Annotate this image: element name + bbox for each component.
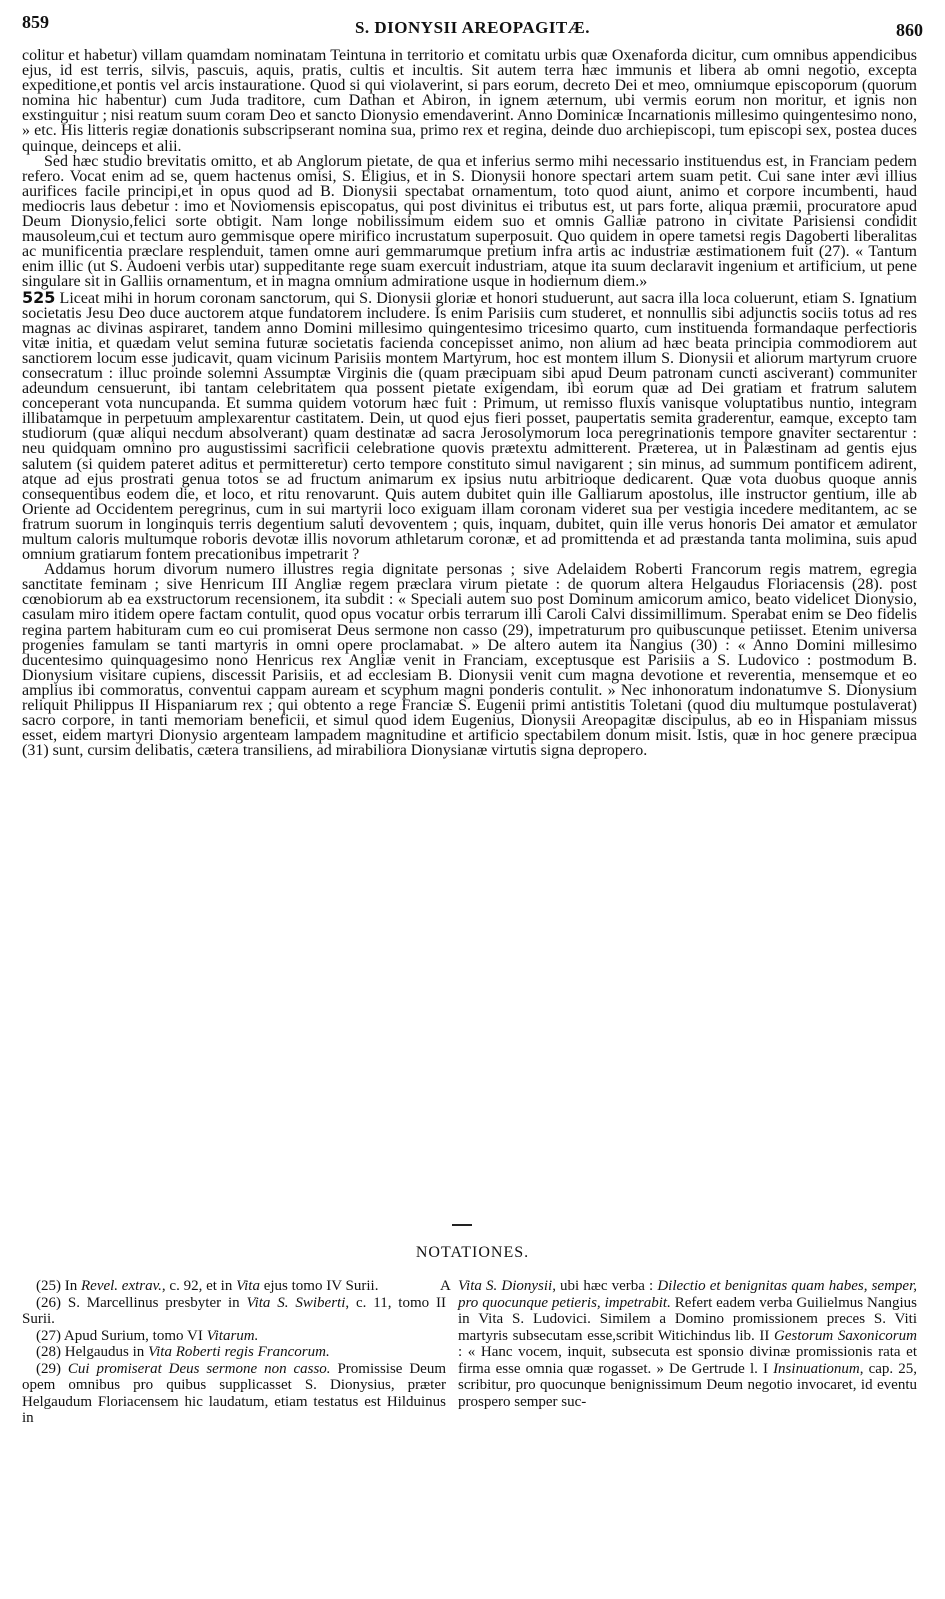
section-number: 525 xyxy=(22,287,56,307)
note-25: (25) In Revel. extrav., c. 92, et in Vita ejus tomo IV Surii. xyxy=(36,1278,379,1294)
column-marker: A xyxy=(440,1278,451,1294)
running-title: S. DIONYSII AREOPAGITÆ. xyxy=(354,18,591,37)
note-28: (28) Helgaudus in Vita Roberti regis Francorum. xyxy=(36,1344,330,1360)
paragraph-2: Sed hæc studio brevitatis omitto, et ab Anglorum pietate, de qua et inferius sermo mihi necessario instituendus est, in Franciam pedem refero. Vocat enim ad se, quem hactenus omisi, S. Eligius, et in S. Dionysii honore spectari artem suam petit. Cui sane inter ævi illius aurifices facile principi,et in opus quod ad B. Dionysii spectabat ornamentum, toto quod aiunt, animo et corpore incumbenti, haud mediocris laus debetur : imo et Noviomensis episcopatus, qui post divinitus ei tributus est, ut pars forte, aliqua præmii, procuratore apud Deum Dionysio,felici sorte obtigit. Nam longe nobilissimum eidem suo et omnis Galliæ patrono in civitate Parisiensi condidit mausoleum,cui et tectum auro gemmisque opere mirifico incrustatum superposuit. Quo quidem in opere tametsi regis Dagoberti liberalitas ac munificentia præclare resplenduit, tamen omne auri gemmarumque pretium infra artis ac industriæ æstimationem fuit (27). « Tantum enim illic (ut S. Audoeni verbis utar) suppeditante rege suam exercuit industriam, atque ita suum declaravit ingenium et artificium, ut pene singulare sit in Galliis ornamentum, et in magna omnium admiratione usque in hodiernum diem.» xyxy=(22,152,917,291)
note-29: (29) Cui promiserat Deus sermone non casso. Promissise Deum opem omnibus pro quibus supplicasset S. Dionysius, præter Helgaudum Floriacensem hic laudatum, etiam testatus est Hilduinus in xyxy=(22,1360,446,1426)
note-27: (27) Apud Surium, tomo VI Vitarum. xyxy=(36,1327,259,1344)
notes-left-column xyxy=(22,1278,446,1427)
paragraph-3 xyxy=(22,287,917,564)
paragraph-1: colitur et habetur) villam quamdam nominatam Teintuna in territorio et comitatu urbis quæ Oxenaforda dicitur, cum omnibus appendicibus ejus, id est terris, silvis, pascuis, aquis, pratis, cultis et incultis. Sit autem terra hæc immunis et libera ab omni negotio, excepta expeditione,et pontis vel arcis instauratione. Quod si qui violaverint, si pars eorum, decreto Dei et meo, omniumque episcoporum (quorum nomina hic habentur) cum Juda traditore, cum Dathan et Abiron, in ignem æternum, ubi vermis eorum non moritur, et ignis non exstinguitur ; nisi reatum suum coram Deo et sancto Dionysio emendaverint. Anno Dominicæ Incarnationis millesimo quingentesimo nono, » etc. His litteris regiæ donationis subscripserant nomina sua, primo rex et regina, deinde duo archiepiscopi, tum episcopi sex, postea duces quinque, deinceps et alii. xyxy=(22,47,917,155)
notes-heading: NOTATIONES. xyxy=(415,1244,530,1261)
page-header xyxy=(22,12,923,46)
paragraph-3-text: Liceat mihi in horum coronam sanctorum, qui S. Dionysii gloriæ et honori studuerunt, aut sacra illa loca coluerunt, etiam S. Ignatium societatis Jesu Deo duce auctorem atque fundatorem includere. Is enim Parisiis cum studeret, et nonnullis sibi adjunctis sociis totus ad res magnas ac divinas aspiraret, tandem anno Domini millesimo quingentesimo tricesimo quarto, cum instituenda formandaque perfectioris vitæ initia, et quædam velut semina futuræ societatis facienda concepisset animo, non alium ad hæc beata principia commodiorem aut sanctiorem locum esse judicavit, quam vicinum Parisiis montem Martyrum, hoc est montem illum S. Dionysii et aliorum martyrum cruore consecratum : illuc proinde solemni Assumptæ Virginis die (quam præcipuam sibi apud Deum patronam cuncti asciverant) communiter adeundum censuerunt, ibi tantam celebritatem qua possent pietate exigendam, ibi eorum quæ ad Dei gratiam et fratrum salutem conceperant vota nuncupanda. Et summa quidem votorum hæc fuit : Primum, ut remisso fluxis vanisque voluptatibus nuntio, integram illibatamque in perpetuum amplexarentur castitatem. Dein, ut quod ejus fieri posset, paupertatis semita graderentur, eamque, excepto tam studiorum (quæ aliqui necdum absolverant) quam destinatæ ad sacra Jerosolymorum loca peregrinationis tempore gnaviter sectarentur : neu quidquam omnino pro augustissimi sacrificii celebratione quovis prætextu admitterent. Præterea, ut in Palæstinam ad gentis ejus salutem (si quidem pateret aditus et permitteretur) certo tempore constituto simul navigarent ; sin minus, ad summum pontificem adirent, atque ad ejus prostrati genua totos se ad fructum animarum ex ipsius nutu arbitrioque dedicarent. Quæ vota duobus quoque annis consequentibus eodem die, et loco, et ritu renovarunt. Quis autem dubitet quin ille Galliarum apostolus, ille instructor gentium, ille ab Oriente ad Occidentem peregrinus, cum in sui martyrii loco exiguam illam coronam videret sua per vestigia incedere meditantem, ac se fratrum suorum in longinquis terris degentium saluti devoventem ; quis, inquam, dubitet, quin ille verus honoris Dei amator et æmulator multum caloris multumque roboris devotæ illis novorum athletarum coronæ, et ad promittenda et ad præstanda tanta molimina, suis apud omnium gratiarum fontem precationibus impetrarit ? xyxy=(22,289,917,564)
note-26: (26) S. Marcellinus presbyter in Vita S. Swiberti, c. 11, tomo II Surii. xyxy=(22,1294,446,1327)
page-number-left: 859 xyxy=(22,12,49,32)
notes-right-column xyxy=(458,1278,917,1410)
section-divider xyxy=(452,1224,472,1226)
paragraph-4: Addamus horum divorum numero illustres regia dignitate personas ; sive Adelaidem Roberti Francorum regis matrem, egregia sanctitate feminam ; sive Henricum III Angliæ regem præclara virum pietate : de quorum altera Helgaudus Floriacensis (28). post cœnobiorum ab ea exstructorum recensionem, ita subdit : « Speciali autem suo post Dominum amicorum amico, beato videlicet Dionysio, casulam miro itidem opere factam contulit, quod opus vocatur orbis terrarum illi Caroli Calvi dissimillimum. Sperabat enim se Deo fidelis regina partem habituram cum eo cui promiserat Deus sermone non casso (29), impetraturum pro quibuscunque petiisset. Etenim universa progenies famulam se tanti martyris in omni opere proclamabat. » De altero autem ita Nangius (30) : « Anno Domini millesimo ducentesimo quinquagesimo nono Henricus rex Angliæ venit in Franciam, exceptusque est Parisiis a S. Ludovico : postmodum B. Dionysium visitare cupiens, discessit Parisiis, et ad ecclesiam B. Dionysii venit cum magna devotione et reverentia, mensemque et eo amplius ibi commoratus, conventui cappam auream et scyphum magni ponderis contulit. » Nec inhonoratum indonatumve S. Dionysium reliquit Philippus II Hispaniarum rex ; qui obtento a rege Franciæ S. Eugenii primi antistitis Toletani (quod diu multumque postulaverat) sacro corpore, in tanti memoriam beneficii, et simul quod idem Eugenius, Dionysii Areopagitæ discipulus, ab eo in Hispaniam missus esset, eidem martyri Dionysio argenteam lampadem magnitudine et artificio spectabilem donum misit. Istis, quæ in hoc genere præcipua (31) sunt, cursim delibatis, cætera transiliens, ad mirabiliora Dionysianæ virtutis signa depropero. xyxy=(22,561,917,760)
note-29-continued: Vita S. Dionysii, ubi hæc verba : Dilectio et benignitas quam habes, semper, pro quocunque petieris, impetrabit. Refert eadem verba Guilielmus Nangius in Vita S. Ludovici. Similem a Domino promissionem preces S. Viti martyris subsecutam esse,scribit Witichindus lib. II Gestorum Saxonicorum : « Hanc vocem, inquit, subsecuta est sponsio divinæ promissionis rata et firma esse omnia quæ rogasset. » De Gertrude l. I Insinuationum, cap. 25, scribitur, pro quocunque benignissimum Deum negotio invocaret, id eventu prospero semper suc- xyxy=(458,1278,918,1410)
page-number-right: 860 xyxy=(896,20,923,40)
main-text xyxy=(22,48,917,758)
